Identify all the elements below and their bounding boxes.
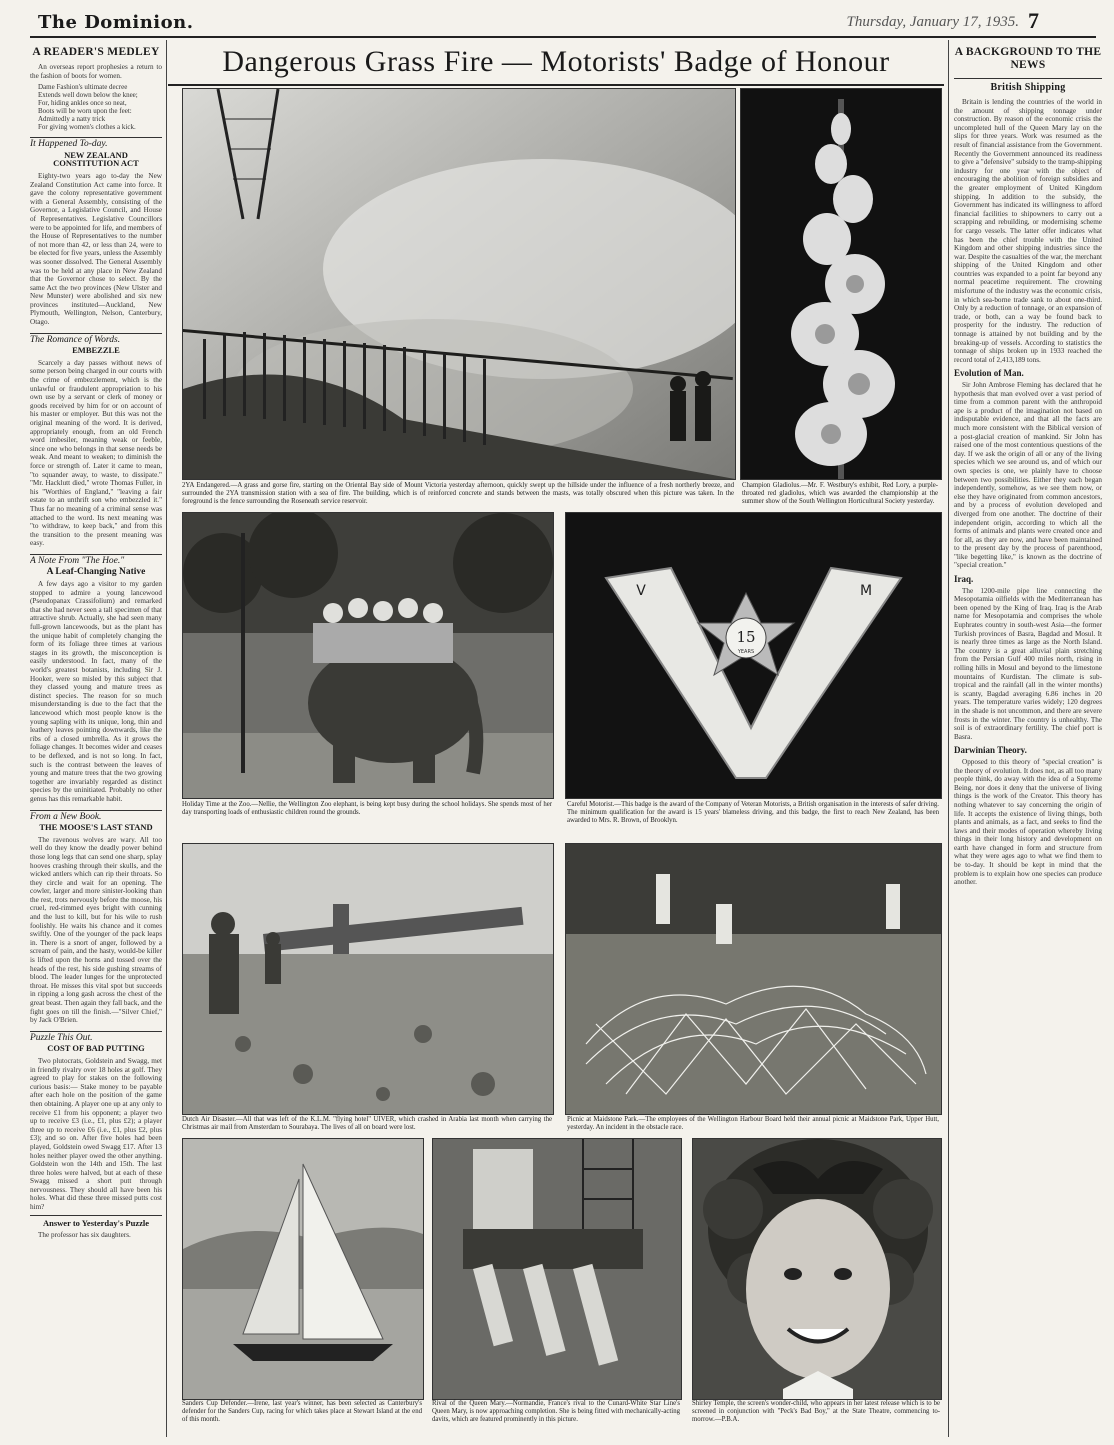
gladiolus-caption: Champion Gladiolus.—Mr. F. Westbury's exhibit, Red Lory, a purple-throated red gladiolus, which was awarded the championship at the summer show of the South Wellington Horticultural Society yesterday.: [742, 482, 938, 505]
evolution-heading: Evolution of Man.: [954, 368, 1024, 379]
answer-heading: Answer to Yesterday's Puzzle: [30, 1215, 162, 1228]
puzzle-kicker: Puzzle This Out.: [30, 1031, 162, 1043]
book-text: The ravenous wolves are wary. All too well do they know the deadly power behind those long legs that can send one sharp, splay hooves crashing through their skulls, and the wicked antlers which can rip their throats. So they circle and wait for an opening. The cowler, larger and more sinister-looking than the rest, trots nervously before the moose, his cruel, red-rimmed eyes bright with cunning and the lust to kill, but for his wile to rush foolishly. He waits his chance and it comes swiftly. One of the younger of the pack leaps in. There is a snort of anger, followed by a scream of pain, and the hasty, would-be killer is lifted upon the horns and tossed over the heads of the rest, his side gushing streams of blood. The leader lunges for the unprotected throat. He misses this vital spot but succeeds in ripping a long gash across the chest of the great beast. Then again they fall back, and the fight goes on till the finish.—"Silver Chief," by Jack O'Brien.: [30, 835, 162, 1025]
gladiolus-photo: [740, 88, 942, 480]
poem-line: Admittedly a natty trick: [38, 115, 106, 124]
badge-letter-v: V: [636, 583, 646, 599]
picnic-photo: [565, 843, 942, 1115]
fire-caption: 2YA Endangered.—A grass and gorse fire, starting on the Oriental Bay side of Mount Victoria yesterday afternoon, quickly swept up the hillside under the influence of a fresh northerly breeze, and surrounded the 2YA transmission station with a sea of fire. The building, which is of reinforced concrete and stands between the masts, was totally obscured when this picture was taken. In the foreground is the fence surrounding the Roseneath service reservoir.: [182, 482, 734, 505]
darwin-text: Opposed to this theory of "special creation" is the theory of evolution. It does not, as all too many people think, do away with the idea of a Supreme Being, nor does it deny that the universe of living things is the work of the Creator. This theory has nothing whatever to say concerning the origin of life. It accepts the existence of living things, both plants and animals, as a fact, and seeks to find the laws and their modes of operation whereby living things in their long history and development on earth have changed in form and structure from what they were ages ago to what we find them to be to-day. It should be kept in mind that the problem is to explain how one species can produce another.: [954, 757, 1102, 887]
medley-intro: An overseas report prophesies a return to the fashion of boots for women.: [30, 63, 162, 80]
temple-photo: [692, 1138, 942, 1400]
words-heading: EMBEZZLE: [72, 345, 120, 356]
ship-caption: Rival of the Queen Mary.—Normandie, France's rival to the Cunard-White Star Line's Queen Mary, is now approaching completion. She is being fitted with mechanically-acting davits, which are featured prominently in this picture.: [432, 1400, 680, 1423]
headline-rule: [168, 84, 944, 86]
shipping-heading: British Shipping: [954, 78, 1102, 94]
puzzle-heading: COST OF BAD PUTTING: [47, 1043, 145, 1054]
zoo-caption: Holiday Time at the Zoo.—Nellie, the Wellington Zoo elephant, is being kept busy during the school holidays. She spends most of her day transporting loads of enthusiastic children round the grounds.: [182, 801, 552, 816]
iraq-heading: Iraq.: [954, 574, 974, 585]
masthead-title: The Dominion.: [38, 12, 194, 33]
crash-photo: [182, 843, 554, 1115]
badge-number: 15: [736, 628, 756, 646]
poem-line: For, hiding ankles once so neat,: [38, 99, 127, 108]
yacht-photo: [182, 1138, 424, 1400]
badge-years: YEARS: [737, 649, 755, 655]
background-heading: A BACKGROUND TO THE NEWS: [954, 46, 1102, 71]
page-headline: Dangerous Grass Fire — Motorists' Badge of Honour: [222, 45, 890, 78]
words-kicker: The Romance of Words.: [30, 333, 162, 345]
hoe-heading: A Leaf-Changing Native: [46, 566, 146, 577]
fire-photo: [182, 88, 736, 480]
hoe-text: A few days ago a visitor to my garden stopped to admire a young lancewood (Pseudopanax Crassifolium) and remarked that she had never seen a tall specimen of that attractive shrub. Actually, she had seen many full-grown lancewoods, but as the plant has the unique habit of completely changing the form of its foliage three times at various stages in its growth, the misconception is easily understood. In fact, many of the world's greatest botanists, including Sir J. Hooker, were so misled by this subject that they classed young and mature trees as distinct species. The reason for so much misunderstanding is due to the fact that the lancewood which most people know is the young sapling with its unique, long, thin and leathery leaves pointing downwards, like the ribs of a closed umbrella. As it grows the foliage changes. It becomes wider and ceases to be deflexed, and is not so long. In fact, such is the contrast between the leaves of young and mature trees that the two growing together are invariably regarded as distinct species by the uninitiated. Probably no other genus has this remarkable habit.: [30, 580, 162, 803]
puzzle-text: Two plutocrats, Goldstein and Swagg, met in friendly rivalry over 18 holes at golf. They agreed to play for stakes on the following curious basis:— Stake money to be payable after each hole on the position of the game then obtaining. A player one up at any only to receive £1 from his opponent; a player two up to receive £3 (i.e., £1, plus £2); a player three up to receive £6 (i.e., £1, plus £2, plus £3); and so on. After five holes had been played, Goldstein owed Swagg £17. After 13 holes neither player owed the other anything. Goldstein won the 14th and 15th. The last three holes were halved, but at each of these Swagg missed a short putt through nervousness. They should all have been his holes. What did these three missed putts cost him?: [30, 1056, 162, 1212]
today-heading: NEW ZEALAND CONSTITUTION ACT: [53, 149, 139, 169]
shipping-text: Britain is lending the countries of the world in the amount of shipping tonnage under construction. By reason of the economic crisis the uncompleted hull of the Queen Mary lay on the slips for three years. Work was resumed as the result of financial assistance from the Government. Recently the Government announced its readiness to give a "defensive" subsidy to the tramp-shipping industry for one year with the object of encouraging the abolition of foreign subsidies and the greater employment of United Kingdom shipping. In addition to the subsidy, the Government has indicated its willingness to afford financial facilities to shipowners to carry out a scrapping and rebuilding, or modernising scheme for cargo vessels. The latter offer indicates what has been the chief trouble with the United Kingdom and other shipping industries since the war. Despite the casualties of the war, the merchant shipping of the United Kingdom and other countries was expanded to a point far beyond any normal peacetime requirement. The crowning misfortune of the industry was the economic crisis, in which sea-borne trade sank to about one-third. Only by a reduction of tonnage, or an expansion of trade, or both, can a way be found back to prosperity for the industry. The reduction of tonnage is attained by not building and by the breaking-up of vessels. According to statistics the tonnage of ships broken up in 1933 reached the record total of 2,413,189 tons.: [954, 98, 1102, 364]
badge-photo: [565, 512, 942, 799]
yacht-caption: Sanders Cup Defender.—Irene, last year's winner, has been selected as Canterbury's defender for the Sanders Cup, racing for which takes place at Stewart Island at the end of this month.: [182, 1400, 422, 1423]
poem-line: Extends well down below the knee;: [38, 91, 138, 100]
poem-line: Dame Fashion's ultimate decree: [38, 83, 128, 92]
crash-caption: Dutch Air Disaster.—All that was left of the K.L.M. "flying hotel" UIVER, which crashed in Arabia last month when carrying the Christmas air mail from Amsterdam to Sourabaya. The lives of all on board were lost.: [182, 1116, 552, 1131]
book-heading: THE MOOSE'S LAST STAND: [39, 822, 153, 833]
left-column: [30, 40, 167, 1437]
iraq-text: The 1200-mile pipe line connecting the Mesopotamia oilfields with the Mediterranean has been opened by the King of Iraq. Iraq is the Arab name for Mesopotamia and comprises the whole Euphrates country in south-west Asia—the former Turkish provinces of Basra, Bagdad and Mosul. It is nearly three times as large as the North Island. The country is a great alluvial plain stretching from the Persian Gulf 400 miles north, rising in rolling hills in Mosul and beyond to the limestone mountains of Kurdistan. The climate is sub-tropical and the rainfall (all in the winter months) is scanty, Bagdad averaging 6.86 inches in 20 years. The temperature varies widely; 120 degrees in the shade is not uncommon, and there are severe frosts in the winter. The country is unhealthy. The soil is of extraordinary fertility. The chief port is Basra.: [954, 586, 1102, 741]
medley-poem: [38, 83, 162, 131]
picnic-caption: Picnic at Maidstone Park.—The employees of the Wellington Harbour Board held their annual picnic at Maidstone Park, Upper Hutt, yesterday. An incident in the obstacle race.: [567, 1116, 939, 1131]
temple-caption: Shirley Temple, the screen's wonder-child, who appears in her latest release which is to be screened in conjunction with "Peck's Bad Boy," at the State Theatre, commencing to-morrow.—P.B.A.: [692, 1400, 940, 1423]
today-kicker: It Happened To-day.: [30, 137, 162, 149]
right-column: [948, 40, 1102, 1437]
medley-heading: A READER'S MEDLEY: [32, 46, 160, 58]
today-text: Eighty-two years ago to-day the New Zealand Constitution Act came into force. It gave the colony representative government with a General Assembly, consisting of the Governor, a Legislative Council, and House of Representatives. Legislative Councillors were to be appointed for life, and members of the House of Representatives to the number of not more than 42, or less than 24, were to be elected for five years, unless the Assembly was sooner dissolved. The General Assembly was to be held at any place in New Zealand that the Governor chose to select. By the same Act the two provinces (New Ulster and New Munster) were abolished and six new provinces instituted—Auckland, New Plymouth, Wellington, Nelson, Canterbury, Otago.: [30, 171, 162, 327]
evolution-text: Sir John Ambrose Fleming has declared that he hypothesis that man evolved over a vast period of time from a common parent with the anthropoid ape is a product of the imagination not based on indisputable evidence, and that all the facts are much more consistent with the Biblical version of a post-glacial creation of mankind. Sir John has raised one of the most contentious questions of the day. If we ask the origin of all or any of the living species which we see around us, and of which our own species is one, we plainly have to choose between two possibilities. Either they each began independently, somehow, as we see them now, or else they have originated from common ancestors, and by a process of evolution developed and diverged from one another. The doctrine of their independent origin, according to which all the forms of animals and plants were created once and for all, as they are now, and have been maintained to the present day by the process of parenthood, "like begetting like," is known as the doctrine of "special creation.": [954, 381, 1102, 570]
masthead-rule: [30, 36, 1096, 38]
answer-text: The professor has six daughters.: [38, 1231, 131, 1240]
hoe-kicker: A Note From "The Hoe.": [30, 554, 162, 566]
darwin-heading: Darwinian Theory.: [954, 745, 1027, 756]
masthead-date: Thursday, January 17, 1935.: [846, 14, 1019, 30]
zoo-photo: [182, 512, 554, 799]
page-number: 7: [1028, 8, 1039, 33]
words-text: Scarcely a day passes without news of some person being charged in our courts with the crime of embezzlement, which is the unlawful or fraudulent appropriation to his own use by a servant or clerk of money or goods received by him for or on account of his master or employer. But this was not the original meaning of the word. It is derived, appropriately enough, from an old French word imbesiler, meaning weak or feeble, since one who belongs in that sense needs be weak. And meant to weaken; to diminish the force or strength of. Later it came to mean, "to squander away, to waste, to dissipate." "Mr. Hacklutt died," wrote Thomas Fuller, in his "Worthies of England," "leaving a fair estate to an unthrift son who embezzled it." Thus far no meaning of a criminal sense was attached to the word. Its next meaning was "to withdraw, to keep back," and from this the transition to the present meaning was easy.: [30, 358, 162, 548]
book-kicker: From a New Book.: [30, 810, 162, 822]
poem-line: For giving women's clothes a kick.: [38, 123, 136, 132]
badge-letter-m: M: [859, 583, 873, 599]
poem-line: Boots will be worn upon the feet:: [38, 107, 132, 116]
badge-caption: Careful Motorist.—This badge is the award of the Company of Veteran Motorists, a British organisation in the interests of safer driving. The minimum qualification for the award is 15 years' blameless driving, and this badge, the first to reach New Zealand, has been awarded to Mrs. R. Brown, of Brooklyn.: [567, 801, 939, 824]
ship-photo: [432, 1138, 682, 1400]
